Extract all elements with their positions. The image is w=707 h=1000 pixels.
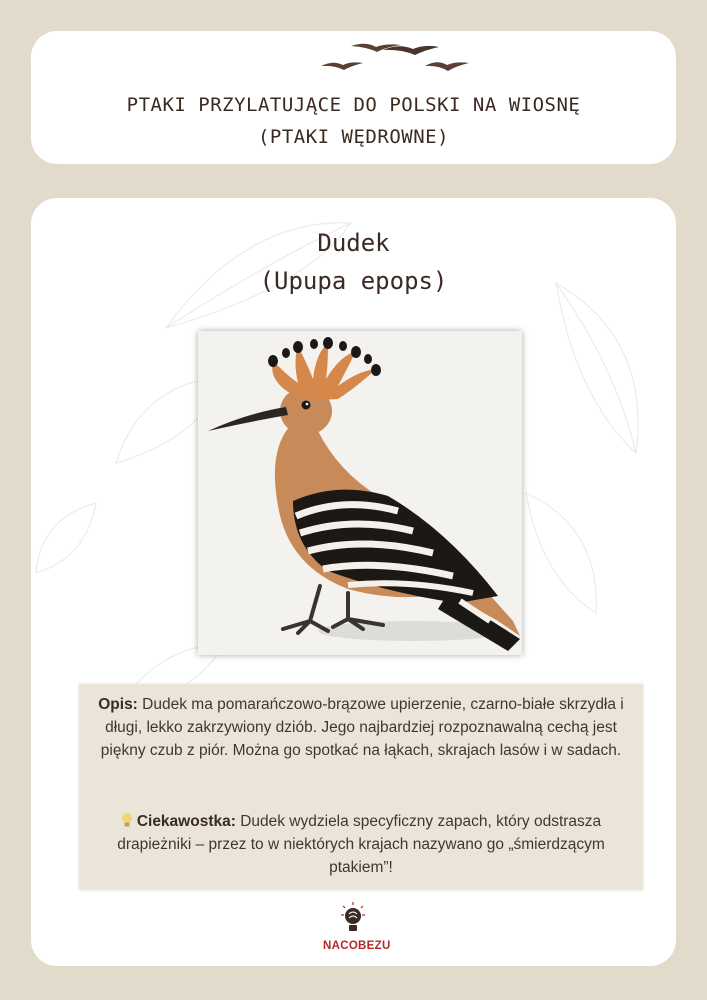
brand-name: NACOBEZU: [323, 940, 391, 952]
feather-decoration-icon: [516, 488, 606, 618]
description-text: Dudek ma pomarańczowo-brązowe upierzenie, czarno-białe skrzydła i długi, lekko zakrzywiony dziób. Jego najbardziej rozpoznawalną cechą jest piękny czub z piór. Można go spotkać na łąkach, skrajach lasów i w sadach.: [100, 696, 624, 759]
title-line-1: PTAKI PRZYLATUJĄCE DO POLSKI NA WIOSNĘ: [126, 94, 581, 116]
title-line-2: (PTAKI WĘDROWNE): [257, 126, 450, 148]
main-card: [31, 198, 676, 966]
fun-fact-text: Dudek wydziela specyficzny zapach, który odstrasza drapieżniki – przez to w niektórych krajach nazywano go „śmierdzącym ptakiem”!: [117, 813, 605, 876]
feather-decoration-icon: [536, 278, 656, 458]
header-card: [31, 31, 676, 164]
fun-fact-paragraph: [93, 810, 629, 879]
brain-lightbulb-icon: [341, 902, 365, 936]
page-title: [31, 89, 676, 153]
flying-birds-icon: [321, 41, 471, 81]
bird-heading: [31, 224, 676, 300]
hoopoe-illustration: [198, 331, 522, 655]
brand-logo: [323, 902, 391, 956]
description-paragraph: [93, 693, 629, 762]
bird-photo: [198, 331, 522, 655]
info-note: [79, 684, 643, 890]
bird-name: Dudek: [317, 229, 390, 257]
feather-decoration-icon: [31, 498, 101, 578]
description-label: Opis:: [98, 696, 138, 713]
bird-latin-name: (Upupa epops): [259, 267, 448, 295]
lightbulb-icon: [121, 812, 133, 828]
fun-fact-label: Ciekawostka:: [136, 813, 236, 830]
